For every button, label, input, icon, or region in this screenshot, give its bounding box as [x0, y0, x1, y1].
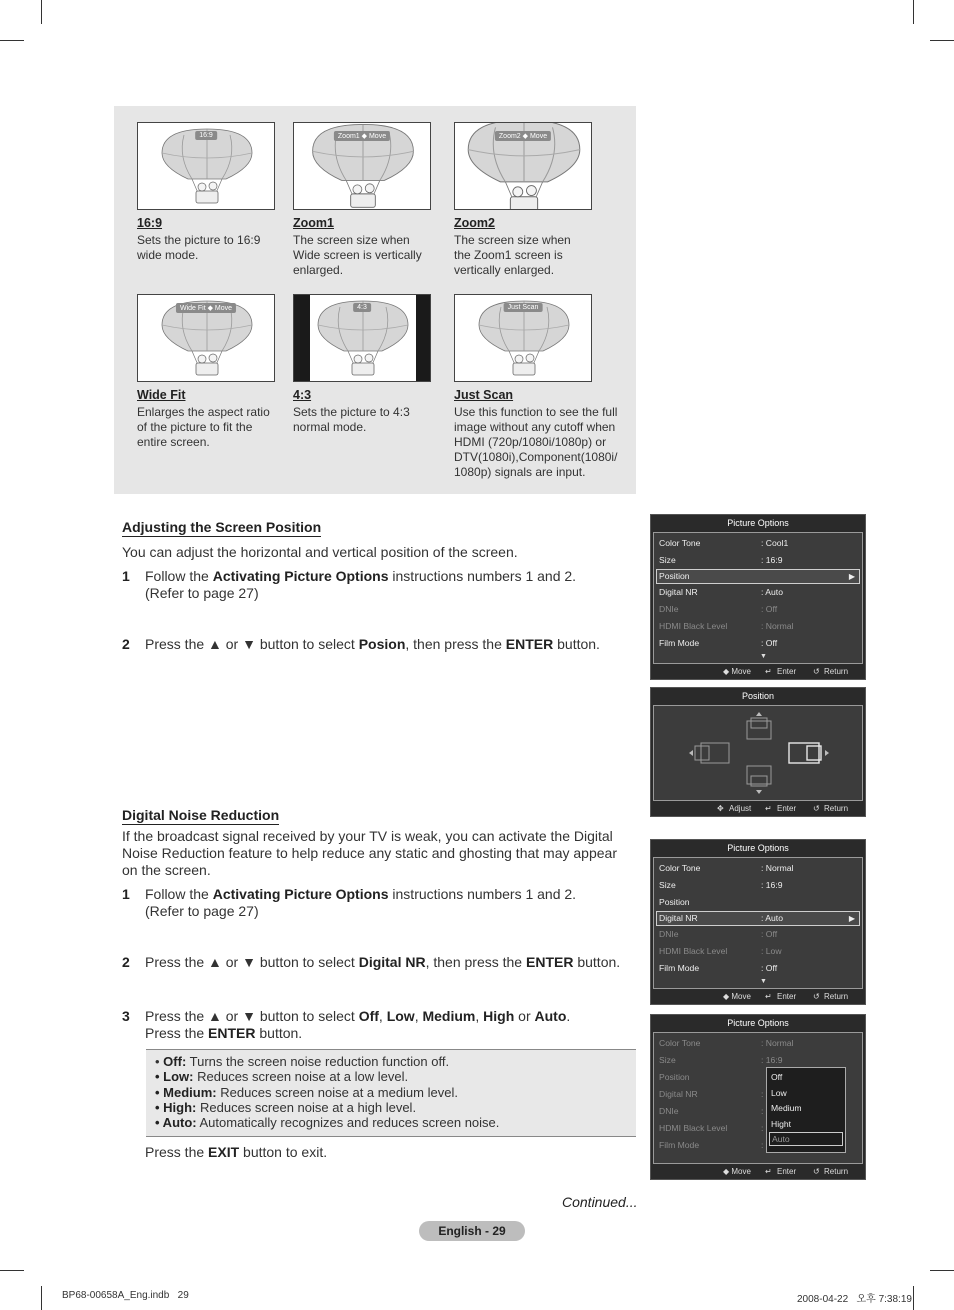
text-bold: High — [483, 1008, 515, 1024]
enter-icon: ↵ — [765, 992, 772, 1001]
scroll-down-icon: ▼ — [760, 653, 767, 660]
step-number: 2 — [122, 954, 130, 970]
enter-icon: ↵ — [765, 804, 772, 813]
position-diagram-icon — [654, 706, 864, 802]
thumb-label: 4:3 — [353, 303, 371, 312]
step-number: 1 — [122, 886, 130, 902]
menu-value: : Off — [761, 963, 778, 973]
desc-line: the Zoom1 screen is — [454, 248, 563, 262]
return-icon: ↺ — [813, 804, 820, 813]
step-number: 2 — [122, 636, 130, 652]
menu-label: Color Tone — [659, 1038, 701, 1048]
move-hint: ◆ Move — [723, 992, 751, 1001]
desc-line: enlarged. — [293, 263, 344, 277]
menu-label: Digital NR — [659, 1089, 698, 1099]
menu-value: : Low — [761, 946, 782, 956]
text: Press the ▲ or ▼ button to select — [145, 954, 359, 970]
desc-line: wide mode. — [137, 248, 199, 262]
text: If the broadcast signal received by your TV is weak, you can activate the Digital — [122, 828, 613, 844]
text: Press the — [145, 1144, 209, 1160]
osd-footer — [651, 801, 865, 817]
thumb-label: Just Scan — [504, 303, 543, 312]
text: , — [378, 1008, 387, 1024]
menu-item-color-tone[interactable] — [654, 535, 862, 552]
menu-label: DNIe — [659, 929, 679, 939]
text-bold: Activating Picture Options — [212, 886, 389, 902]
menu-value: : 16:9 — [761, 880, 783, 890]
desc-line: DTV(1080i),Component(1080i/ — [454, 450, 618, 464]
text-bold: ENTER — [208, 1025, 256, 1041]
mode-title: Zoom2 — [454, 216, 495, 230]
menu-item-position[interactable] — [654, 894, 862, 911]
mode-title: Just Scan — [454, 388, 514, 402]
mode-thumbnail — [293, 294, 431, 382]
menu-item-film-mode[interactable] — [654, 635, 862, 652]
menu-value: : — [761, 1106, 764, 1116]
text-bold: Posion — [358, 636, 406, 652]
osd-title: Picture Options — [727, 518, 789, 528]
menu-item-color-tone[interactable] — [654, 860, 862, 877]
text: (Refer to page 27) — [145, 903, 259, 919]
text: , then press the — [405, 636, 506, 652]
menu-label: Size — [659, 555, 676, 565]
dropdown-option-auto[interactable]: Auto — [769, 1132, 843, 1146]
move-hint: ◆ Move — [723, 667, 751, 676]
enter-icon: ↵ — [765, 1167, 772, 1176]
menu-value: : Off — [761, 929, 778, 939]
menu-value: : — [761, 1089, 764, 1099]
osd-footer — [651, 989, 865, 1005]
menu-value: : Off — [761, 638, 778, 648]
return-hint: Return — [824, 1167, 849, 1176]
crop-mark — [913, 0, 914, 24]
menu-value: : 16:9 — [761, 555, 783, 565]
menu-item-digital-nr[interactable] — [654, 584, 862, 601]
section-title-position: Adjusting the Screen Position — [122, 519, 322, 535]
thumb-label: Zoom1 ◆ Move — [334, 131, 390, 141]
mode-desc — [293, 233, 463, 278]
thumb-label: Zoom2 ◆ Move — [495, 131, 551, 141]
arrow-right-icon: ▶ — [848, 914, 855, 923]
text: Reduces screen noise at a low level. — [193, 1069, 409, 1085]
menu-item-dnie — [654, 601, 862, 618]
mode-thumbnail — [454, 122, 592, 210]
menu-label: Color Tone — [659, 538, 701, 548]
desc-line: The screen size when — [454, 233, 571, 247]
footer-file-info: BP68-00658A_Eng.indb 29 — [62, 1290, 189, 1301]
dropdown-option-high[interactable]: Hight — [771, 1118, 792, 1129]
menu-item-digital-nr[interactable] — [656, 911, 860, 926]
mode-thumbnail — [293, 122, 431, 210]
osd-title: Picture Options — [727, 843, 789, 853]
osd-position — [650, 687, 866, 817]
osd-menu-body — [653, 857, 863, 989]
menu-item-size[interactable] — [654, 877, 862, 894]
adjust-hint: Adjust — [729, 804, 752, 813]
text-bold: • Medium: — [155, 1084, 217, 1100]
continued-note: Continued... — [562, 1194, 638, 1210]
menu-label: Size — [659, 880, 676, 890]
mode-desc — [454, 233, 624, 278]
desc-line: Enlarges the aspect ratio — [137, 405, 270, 419]
move-hint: ◆ Move — [723, 1167, 751, 1176]
dropdown-option-medium[interactable]: Medium — [771, 1103, 802, 1113]
text: Follow the — [145, 886, 213, 902]
text: , then press the — [425, 954, 526, 970]
text-bold: • Auto: — [155, 1115, 197, 1131]
menu-item-position[interactable] — [656, 569, 860, 584]
mode-desc — [137, 233, 307, 263]
text: instructions numbers 1 and 2. — [388, 886, 577, 902]
mode-thumbnail — [454, 294, 592, 382]
mode-title: Zoom1 — [293, 216, 334, 230]
menu-label: HDMI Black Level — [659, 946, 728, 956]
menu-label: Digital NR — [659, 587, 698, 597]
menu-label: Position — [659, 571, 690, 581]
arrow-right-icon: ▶ — [848, 572, 855, 581]
desc-line: HDMI (720p/1080i/1080p) or — [454, 435, 607, 449]
text: Press the — [145, 1025, 209, 1041]
menu-item-size[interactable] — [654, 552, 862, 569]
osd-menu-body — [653, 1032, 863, 1164]
menu-label: Film Mode — [659, 638, 700, 648]
menu-label: HDMI Black Level — [659, 621, 728, 631]
crop-mark — [41, 1286, 42, 1310]
text-bold: • High: — [155, 1099, 197, 1115]
menu-value: : Normal — [761, 1038, 794, 1048]
mode-zoom1 — [293, 122, 463, 278]
text: button. — [573, 954, 621, 970]
menu-value: : Off — [761, 604, 778, 614]
menu-label: Digital NR — [659, 913, 698, 923]
osd-picture-options-digital-nr — [650, 839, 866, 1005]
menu-item-film-mode[interactable] — [654, 960, 862, 977]
mode-thumbnail — [137, 122, 275, 210]
menu-item-hdmi-black-level — [654, 943, 862, 960]
osd-footer — [651, 1164, 865, 1180]
menu-label: HDMI Black Level — [659, 1123, 728, 1133]
dropdown-option-low[interactable]: Low — [771, 1087, 787, 1098]
mode-wide-fit — [137, 294, 307, 450]
osd-title: Picture Options — [727, 1018, 789, 1028]
menu-item-dnie — [654, 926, 862, 943]
enter-hint: Enter — [777, 1167, 797, 1176]
text: button. — [553, 636, 600, 652]
osd-title: Position — [741, 691, 775, 701]
step-number: 3 — [122, 1008, 130, 1024]
mode-title: 16:9 — [137, 216, 163, 230]
text: Noise Reduction feature to help reduce any static and ghosting that may appear — [122, 845, 617, 861]
return-hint: Return — [824, 804, 849, 813]
dropdown-option-off[interactable]: Off — [771, 1072, 783, 1082]
text: Press the ▲ or ▼ button to select — [145, 636, 359, 652]
text: Automatically recognizes and reduces screen noise. — [196, 1115, 500, 1131]
menu-value: : Auto — [761, 587, 783, 597]
text: Reduces screen noise at a high level. — [196, 1099, 417, 1115]
mode-title: 4:3 — [293, 388, 312, 402]
menu-label: Position — [659, 897, 690, 907]
menu-item-color-tone — [654, 1035, 862, 1052]
scroll-down-icon: ▼ — [760, 978, 767, 985]
desc-line: Wide screen is vertically — [293, 248, 422, 262]
text-bold: Medium — [422, 1008, 476, 1024]
dnr-step3 — [145, 1008, 570, 1042]
menu-value: : Cool1 — [761, 538, 789, 548]
menu-label: DNIe — [659, 1106, 679, 1116]
text-bold: Digital NR — [358, 954, 426, 970]
text-bold: Activating Picture Options — [212, 568, 389, 584]
mode-zoom2 — [454, 122, 624, 278]
text: button. — [255, 1025, 303, 1041]
thumb-label: 16:9 — [195, 131, 217, 140]
text: button to exit. — [239, 1144, 328, 1160]
digital-nr-dropdown[interactable] — [766, 1067, 846, 1153]
text-bold: Low — [386, 1008, 415, 1024]
return-hint: Return — [824, 992, 849, 1001]
bullet-medium — [155, 1085, 627, 1100]
text: (Refer to page 27) — [145, 585, 259, 601]
text-bold: • Low: — [155, 1069, 194, 1085]
mode-just-scan — [454, 294, 634, 480]
menu-value: : 16:9 — [761, 1055, 783, 1065]
text: Turns the screen noise reduction function off. — [186, 1054, 450, 1069]
mode-desc — [293, 405, 463, 435]
menu-value: : Normal — [761, 863, 794, 873]
desc-line: Sets the picture to 4:3 — [293, 405, 410, 419]
dnr-options-box — [146, 1049, 636, 1137]
desc-line: entire screen. — [137, 435, 210, 449]
desc-line: normal mode. — [293, 420, 367, 434]
bullet-off — [155, 1054, 627, 1069]
osd-picture-options-position — [650, 514, 866, 680]
position-step2 — [145, 636, 600, 653]
text: Reduces screen noise at a medium level. — [216, 1084, 458, 1100]
return-icon: ↺ — [813, 1167, 820, 1176]
desc-line: The screen size when — [293, 233, 410, 247]
text: or — [514, 1008, 535, 1024]
menu-label: Film Mode — [659, 963, 700, 973]
osd-position-body — [653, 705, 863, 801]
bullet-high — [155, 1100, 627, 1115]
menu-label: Color Tone — [659, 863, 701, 873]
menu-value: : Normal — [761, 621, 794, 631]
text: Follow the — [145, 568, 213, 584]
osd-picture-options-dnr-dropdown — [650, 1014, 866, 1180]
step-number: 1 — [122, 568, 130, 584]
exit-instruction — [145, 1144, 327, 1161]
text-bold: Off: — [163, 1054, 187, 1069]
desc-line: Sets the picture to 16:9 — [137, 233, 261, 247]
return-icon: ↺ — [813, 992, 820, 1001]
text: , — [414, 1008, 423, 1024]
text-bold: Off — [358, 1008, 379, 1024]
text: • — [155, 1054, 164, 1069]
mode-4-3 — [293, 294, 463, 435]
mode-desc — [137, 405, 307, 450]
osd-footer — [651, 664, 865, 680]
return-hint: Return — [824, 667, 849, 676]
enter-icon: ↵ — [765, 667, 772, 676]
dnr-step2 — [145, 954, 620, 971]
bullet-low — [155, 1069, 627, 1084]
menu-item-hdmi-black-level — [654, 618, 862, 635]
desc-line: image without any cutoff when — [454, 420, 616, 434]
adjust-icon: ✥ — [717, 804, 724, 813]
desc-line: of the picture to fit the — [137, 420, 253, 434]
section-title-dnr: Digital Noise Reduction — [122, 807, 280, 823]
text-bold: ENTER — [526, 954, 574, 970]
menu-label: Size — [659, 1055, 676, 1065]
mode-16-9 — [137, 122, 307, 263]
mode-title: Wide Fit — [137, 388, 186, 402]
desc-line: 1080p) signals are input. — [454, 465, 586, 479]
crop-mark — [913, 1286, 914, 1310]
footer-timestamp: 2008-04-22 오후 7:38:19 — [797, 1294, 912, 1305]
menu-label: Film Mode — [659, 1140, 700, 1150]
crop-mark — [930, 40, 954, 41]
text-bold: ENTER — [505, 636, 554, 652]
page-number: English - 29 — [419, 1221, 525, 1241]
menu-value: : — [761, 1123, 764, 1133]
osd-menu-body — [653, 532, 863, 664]
crop-mark — [41, 0, 42, 24]
text: Press the ▲ or ▼ button to select — [145, 1008, 359, 1024]
position-intro: You can adjust the horizontal and vertical position of the screen. — [122, 544, 518, 560]
text: , — [475, 1008, 484, 1024]
mode-thumbnail — [137, 294, 275, 382]
bullet-auto — [155, 1115, 627, 1130]
dnr-intro — [122, 828, 617, 879]
return-icon: ↺ — [813, 667, 820, 676]
menu-label: Position — [659, 1072, 690, 1082]
mode-desc — [454, 405, 634, 480]
text: instructions numbers 1 and 2. — [388, 568, 577, 584]
crop-mark — [0, 40, 24, 41]
menu-label: DNIe — [659, 604, 679, 614]
menu-value: : Auto — [761, 913, 783, 923]
position-step1 — [145, 568, 576, 602]
desc-line: Use this function to see the full — [454, 405, 618, 419]
crop-mark — [0, 1270, 24, 1271]
enter-hint: Enter — [777, 992, 797, 1001]
thumb-label: Wide Fit ◆ Move — [176, 303, 236, 313]
enter-hint: Enter — [777, 667, 797, 676]
text: on the screen. — [122, 862, 211, 878]
text-bold: EXIT — [208, 1144, 240, 1160]
crop-mark — [930, 1270, 954, 1271]
desc-line: vertically enlarged. — [454, 263, 555, 277]
text-bold: Auto — [534, 1008, 567, 1024]
screen-modes-panel — [114, 106, 636, 494]
text: . — [566, 1008, 571, 1024]
menu-value: : — [761, 1140, 764, 1150]
enter-hint: Enter — [777, 804, 797, 813]
dnr-step1 — [145, 886, 576, 920]
